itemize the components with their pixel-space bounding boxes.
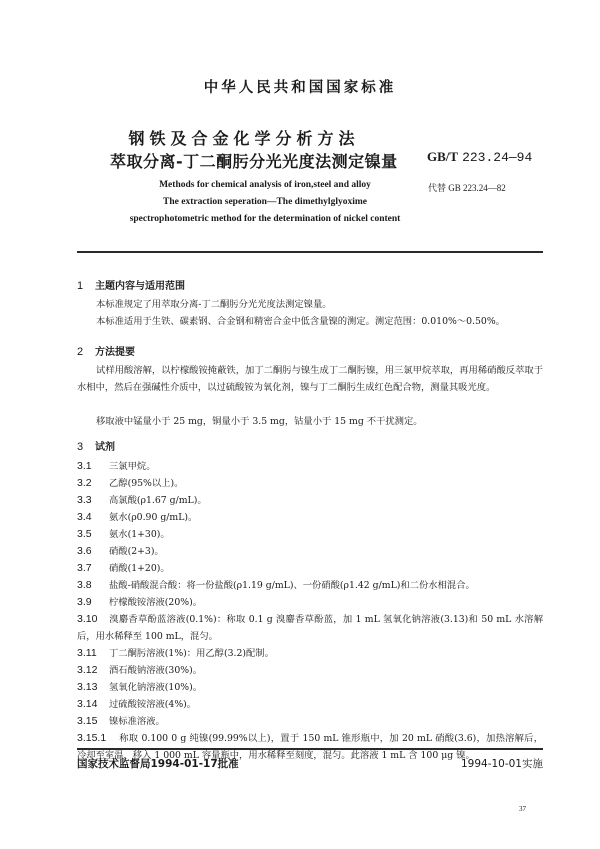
reagent-item: 3.1 三氯甲烷。 <box>77 460 156 472</box>
page-number: 37 <box>519 805 526 813</box>
section-title: 主题内容与适用范围 <box>95 281 185 292</box>
section-2-heading <box>77 343 135 358</box>
reagent-item: 3.15 镍标准溶液。 <box>77 715 165 727</box>
section-title: 方法提要 <box>95 347 135 358</box>
section-1-heading <box>77 277 185 292</box>
replaces-standard: 代替 GB 223.24—82 <box>428 183 506 193</box>
title-en-line2: The extraction seperation—The dimethylglyoxime <box>163 197 367 207</box>
standard-prefix: GB/T <box>427 149 459 164</box>
reagent-item: 3.11 丁二酮肟溶液(1%)：用乙醇(3.2)配制。 <box>77 647 274 659</box>
reagent-item: 3.12 酒石酸钠溶液(30%)。 <box>77 664 202 676</box>
effective-date: 1994-10-01实施 <box>460 758 543 770</box>
reagent-item: 3.9 柠檬酸铵溶液(20%)。 <box>77 596 202 608</box>
section-2-paragraph: 试样用酸溶解，以柠檬酸铵掩蔽铁，加丁二酮肟与镍生成丁二酮肟镍，用三氯甲烷萃取，再用稀硝酸反萃取于水相中，然后在强碱性介质中，以过硫酸铵为氧化剂，镍与丁二酮肟生成红色配合物，测量其吸光度。 <box>77 365 543 393</box>
header-divider <box>77 251 543 253</box>
section-title: 试剂 <box>95 442 115 453</box>
title-cn-line2: 萃取分离-丁二酮肟分光光度法测定镍量 <box>110 152 398 171</box>
reagent-item: 3.15.1 称取 0.100 0 g 纯镍(99.99%以上)，置于 150 mL 锥形瓶中，加 20 mL 硝酸(3.6)，加热溶解后，冷却至室温，移入 1 000 mL 容量瓶中，用水稀释至刻度，混匀。此溶液 1 mL 含 100 μg 镍。 <box>77 732 543 761</box>
approval-date: 国家技术监督局1994-01-17批准 <box>77 758 239 770</box>
standard-code: 223.24—94 <box>462 150 533 165</box>
reagent-item: 3.8 盐酸-硝酸混合酸：将一份盐酸(ρ1.19 g/mL)、一份硝酸(ρ1.42 g/mL)和二份水相混合。 <box>77 579 475 591</box>
section-3-heading <box>77 438 115 453</box>
reagent-item: 3.10 溴麝香草酚蓝溶液(0.1%)：称取 0.1 g 溴麝香草酚蓝，加 1 mL 氢氧化钠溶液(3.13)和 50 mL 水溶解后，用水稀释至 100 mL，混匀。 <box>77 613 543 642</box>
reagent-item: 3.3 高氯酸(ρ1.67 g/mL)。 <box>77 494 207 506</box>
section-1-paragraph: 本标准规定了用萃取分离-丁二酮肟分光光度法测定镍量。 <box>96 299 332 310</box>
reagent-item: 3.2 乙醇(95%以上)。 <box>77 477 184 489</box>
reagent-item: 3.4 氨水(ρ0.90 g/mL)。 <box>77 511 198 523</box>
national-standard-heading: 中华人民共和国国家标准 <box>203 80 397 96</box>
footer-divider <box>77 748 543 750</box>
section-number: 2 <box>77 346 84 358</box>
section-number: 3 <box>77 441 84 453</box>
standard-number <box>427 149 532 165</box>
section-1-paragraph: 本标准适用于生铁、碳素钢、合金钢和精密合金中低含量镍的测定。测定范围：0.010%～0.50%。 <box>96 316 505 327</box>
section-2-paragraph: 移取液中锰量小于 25 mg，铜量小于 3.5 mg，钴量小于 15 mg 不干扰测定。 <box>96 416 423 427</box>
reagent-item: 3.6 硝酸(2+3)。 <box>77 545 164 557</box>
reagent-item: 3.14 过硫酸铵溶液(4%)。 <box>77 698 197 710</box>
title-en-line1: Methods for chemical analysis of iron,steel and alloy <box>159 180 371 190</box>
reagent-item: 3.5 氨水(1+30)。 <box>77 528 170 540</box>
reagent-item: 3.13 氢氧化钠溶液(10%)。 <box>77 681 202 693</box>
section-number: 1 <box>77 280 84 292</box>
reagent-item: 3.7 硝酸(1+20)。 <box>77 562 170 574</box>
title-cn-line1: 钢铁及合金化学分析方法 <box>128 129 360 148</box>
title-en-line3: spectrophotometric method for the determination of nickel content <box>129 214 401 224</box>
